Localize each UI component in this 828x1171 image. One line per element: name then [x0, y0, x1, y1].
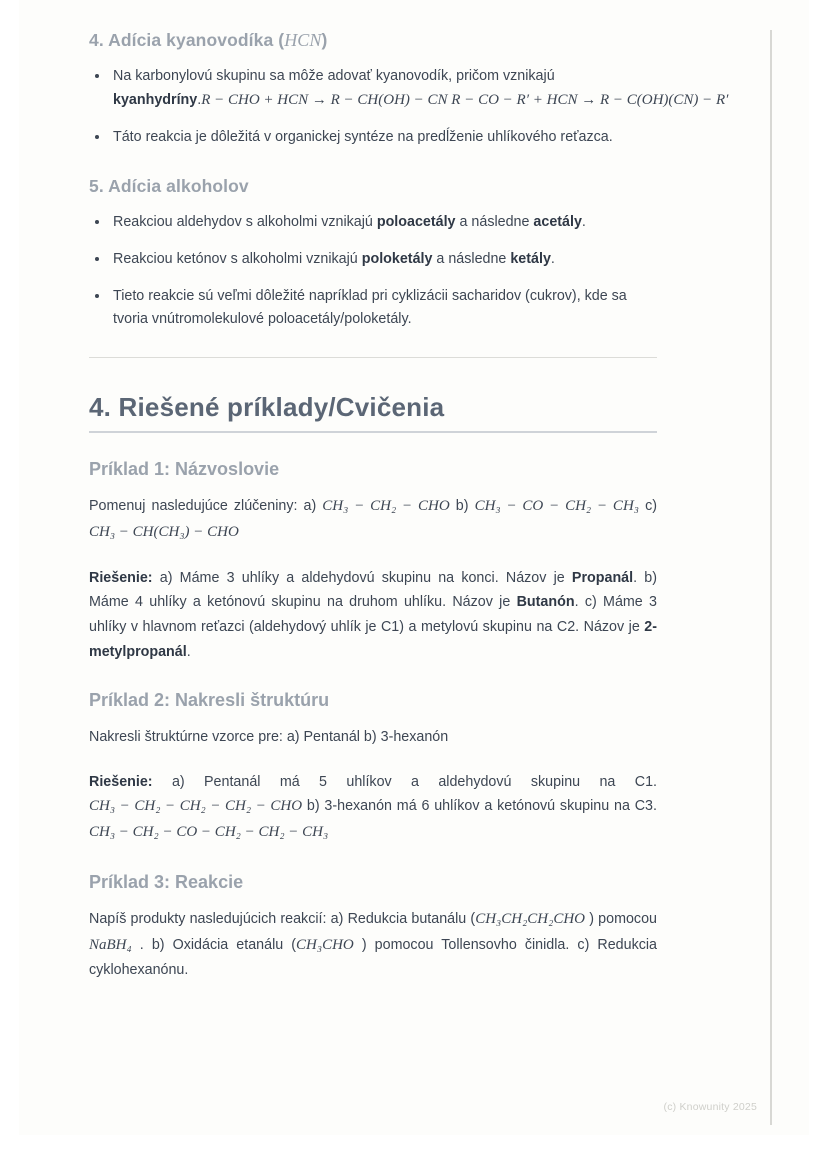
- emphasis-text: Riešenie:: [89, 569, 153, 586]
- section-heading: 5. Adícia alkoholov: [89, 175, 249, 196]
- example-paragraph: Riešenie: a) Máme 3 uhlíky a aldehydovú skupinu na konci. Názov je Propanál. b) Máme 4 uhlíky a ketónovú skupinu na druhom uhlíku. Názov je Butanón. c) Máme 3 uhlíky v hlavnom reťazci (aldehydový uhlík je C1) a metylovú skupinu na C2. Názov je 2-metylpropanál.: [89, 569, 657, 660]
- document-content: [89, 30, 729, 983]
- list-item: Reakciou aldehydov s alkoholmi vznikajú poloacetály a následne acetály.: [89, 211, 657, 234]
- emphasis-text: ketály: [510, 250, 551, 267]
- document-sheet: [19, 0, 809, 1135]
- chemical-formula: CH₃ − CH₂ − CHO: [322, 498, 450, 515]
- example-paragraph: Napíš produkty nasledujúcich reakcií: a) Redukcia butanálu (CH₃CH₂CH₂CHO ) pomocou NaBH₄ . b) Oxidácia etanálu (CH₃CHO ) pomocou Tollensovho činidla. c) Redukcia cyklohexanónu.: [89, 910, 657, 979]
- emphasis-text: Propanál: [571, 569, 634, 586]
- chemical-formula: CH₃CHO: [296, 936, 354, 953]
- emphasis-text: kyanhydríny: [113, 92, 198, 109]
- example-paragraph: Nakresli štruktúrne vzorce pre: a) Pentanál b) 3-hexanón: [89, 729, 449, 746]
- emphasis-text: poloketály: [361, 250, 433, 267]
- list-item: Na karbonylovú skupinu sa môže adovať kyanovodík, pričom vznikajú kyanhydríny.R − CHO + HCN → R − CH(OH) − CN R − CO − R′ + HCN → R − C(OH)(CN) − R′: [89, 65, 657, 112]
- chemical-formula: CH₃ − CH₂ − CH₂ − CH₂ − CHO: [89, 798, 303, 815]
- emphasis-text: Riešenie:: [89, 773, 153, 790]
- section-bullet-list: [89, 211, 657, 332]
- page-scroll-rule[interactable]: [770, 30, 772, 1125]
- section-bullet-list: [89, 65, 729, 150]
- emphasis-text: 2-metylpropanál: [89, 618, 657, 660]
- reaction-sections: [89, 30, 729, 331]
- chapter-title-rule: [89, 431, 657, 433]
- chemical-formula: CH₃ − CH(CH₃) − CHO: [89, 524, 239, 541]
- emphasis-text: Butanón: [516, 594, 575, 611]
- list-item: Táto reakcia je dôležitá v organickej syntéze na predĺženie uhlíkového reťazca.: [89, 126, 657, 149]
- examples-host: [89, 459, 657, 983]
- example-paragraph: Pomenuj nasledujúce zlúčeniny: a) CH₃ − CH₂ − CHO b) CH₃ − CO − CH₂ − CH₃ c) CH₃ − CH(CH₃) − CHO: [89, 498, 657, 541]
- chapter-title: 4. Riešené príklady/Cvičenia: [89, 392, 445, 423]
- list-item: Tieto reakcie sú veľmi dôležité napríklad pri cyklizácii sacharidov (cukrov), kde sa tvoria vnútromolekulové poloacetály/poloketály.: [89, 285, 657, 331]
- section-heading: 4. Adícia kyanovodíka (HCN): [89, 30, 328, 50]
- chemical-formula: R − CHO + HCN → R − CH(OH) − CN R − CO − R′ + HCN → R − C(OH)(CN) − R′: [201, 92, 729, 109]
- section-divider: [89, 357, 657, 358]
- list-item: Reakciou ketónov s alkoholmi vznikajú poloketály a následne ketály.: [89, 248, 657, 271]
- chemical-formula: CH₃ − CO − CH₂ − CH₃: [474, 498, 639, 515]
- example-heading: Príklad 1: Názvoslovie: [89, 459, 280, 480]
- emphasis-text: acetály: [533, 213, 582, 230]
- example-paragraph: Riešenie: a) Pentanál má 5 uhlíkov a aldehydovú skupinu na C1. CH₃ − CH₂ − CH₂ − CH₂ − CHO b) 3-hexanón má 6 uhlíkov a ketónovú skupinu na C3. CH₃ − CH₂ − CO − CH₂ − CH₂ − CH₃: [89, 773, 657, 841]
- chemical-formula: NaBH₄: [89, 936, 132, 953]
- copyright-footer: (c) Knowunity 2025: [663, 1101, 757, 1113]
- emphasis-text: poloacetály: [376, 213, 456, 230]
- chemical-formula: CH₃ − CH₂ − CO − CH₂ − CH₂ − CH₃: [89, 824, 329, 841]
- example-heading: Príklad 3: Reakcie: [89, 871, 244, 892]
- chemical-formula: CH₃CH₂CH₂CHO: [475, 910, 586, 927]
- example-heading: Príklad 2: Nakresli štruktúru: [89, 690, 330, 711]
- heading-formula: HCN: [284, 30, 322, 50]
